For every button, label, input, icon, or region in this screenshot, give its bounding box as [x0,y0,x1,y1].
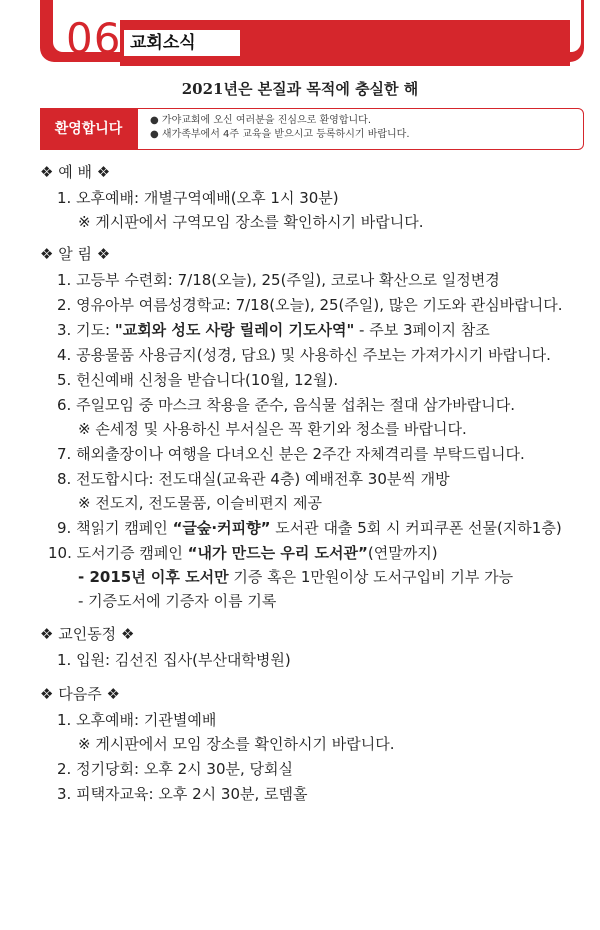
notice-bold: - 2015년 이후 도서만 [78,568,229,586]
welcome-tag: 환영합니다 [40,108,137,150]
notice-note: ※ 전도지, 전도물품, 이슬비편지 제공 [78,494,323,512]
welcome-box [40,108,584,150]
notice-item: 6. 주일모임 중 마스크 착용을 준수, 음식물 섭취는 절대 삼가바랍니다. [57,396,515,414]
worship-heading: ❖ 예 배 ❖ [40,163,111,181]
next-week-item: 3. 피택자교육: 오후 2시 30분, 로뎀홀 [57,785,308,803]
notice-bold: “내가 만드는 우리 도서관” [187,544,368,562]
notice-item: 8. 전도합시다: 전도대실(교육관 4층) 예배전후 30분씩 개방 [57,470,450,488]
notice-text: 기증 혹은 1만원이상 도서구입비 기부 가능 [228,568,514,586]
next-week-item: 1. 오후예배: 기관별예배 [57,711,217,729]
notice-item [48,543,438,563]
notice-item: 2. 영유아부 여름성경학교: 7/18(오늘), 25(주일), 많은 기도와 관심바랍니다. [57,296,563,314]
notice-item: 1. 고등부 수련회: 7/18(오늘), 25(주일), 코로나 확산으로 일정변경 [57,271,500,289]
notice-bold: "교회와 성도 사랑 릴레이 기도사역" [114,321,355,339]
notice-text: 10. 도서기증 캠페인 [48,544,188,562]
next-week-heading: ❖ 다음주 ❖ [40,685,120,703]
notice-item [57,320,490,340]
notice-text: - 주보 3페이지 참조 [354,321,490,339]
year-theme: 2021년은 본질과 목적에 충실한 해 [181,80,419,98]
notice-text: 3. 기도: [57,321,115,339]
welcome-line: ● 새가족부에서 4주 교육을 받으시고 등록하시기 바랍니다. [150,129,410,140]
member-item: 1. 입원: 김선진 집사(부산대학병원) [57,651,291,669]
notice-text: 9. 책읽기 캠페인 [57,519,173,537]
welcome-message [137,108,584,150]
welcome-line: ● 가야교회에 오신 여러분을 진심으로 환영합니다. [150,115,371,126]
worship-item: 1. 오후예배: 개별구역예배(오후 1시 30분) [57,189,339,207]
section-number: 06 [66,14,122,63]
notice-bold: “글숲·커피향” [172,519,271,537]
notice-text: 도서관 대출 5회 시 커피쿠폰 선물(지하1층) [270,519,562,537]
notices-heading: ❖ 알 림 ❖ [40,245,111,263]
members-heading: ❖ 교인동정 ❖ [40,625,135,643]
notice-sub: - 기증도서에 기증자 이름 기록 [78,592,277,610]
notice-item: 4. 공용물품 사용금지(성경, 담요) 및 사용하신 주보는 가져가시기 바랍니다. [57,346,551,364]
notice-sub [78,567,513,587]
notice-item: 7. 해외출장이나 여행을 다녀오신 분은 2주간 자체격리를 부탁드립니다. [57,445,525,463]
notice-note: ※ 손세정 및 사용하신 부서실은 꼭 환기와 청소를 바랍니다. [78,420,467,438]
notice-item [57,518,562,538]
notice-item: 5. 헌신예배 신청을 받습니다(10월, 12월). [57,371,339,389]
next-week-item: 2. 정기당회: 오후 2시 30분, 당회실 [57,760,293,778]
worship-note: ※ 게시판에서 구역모임 장소를 확인하시기 바랍니다. [78,213,424,231]
next-week-note: ※ 게시판에서 모임 장소를 확인하시기 바랍니다. [78,735,395,753]
notice-text: (연말까지) [367,544,438,562]
section-title: 교회소식 [124,30,240,56]
